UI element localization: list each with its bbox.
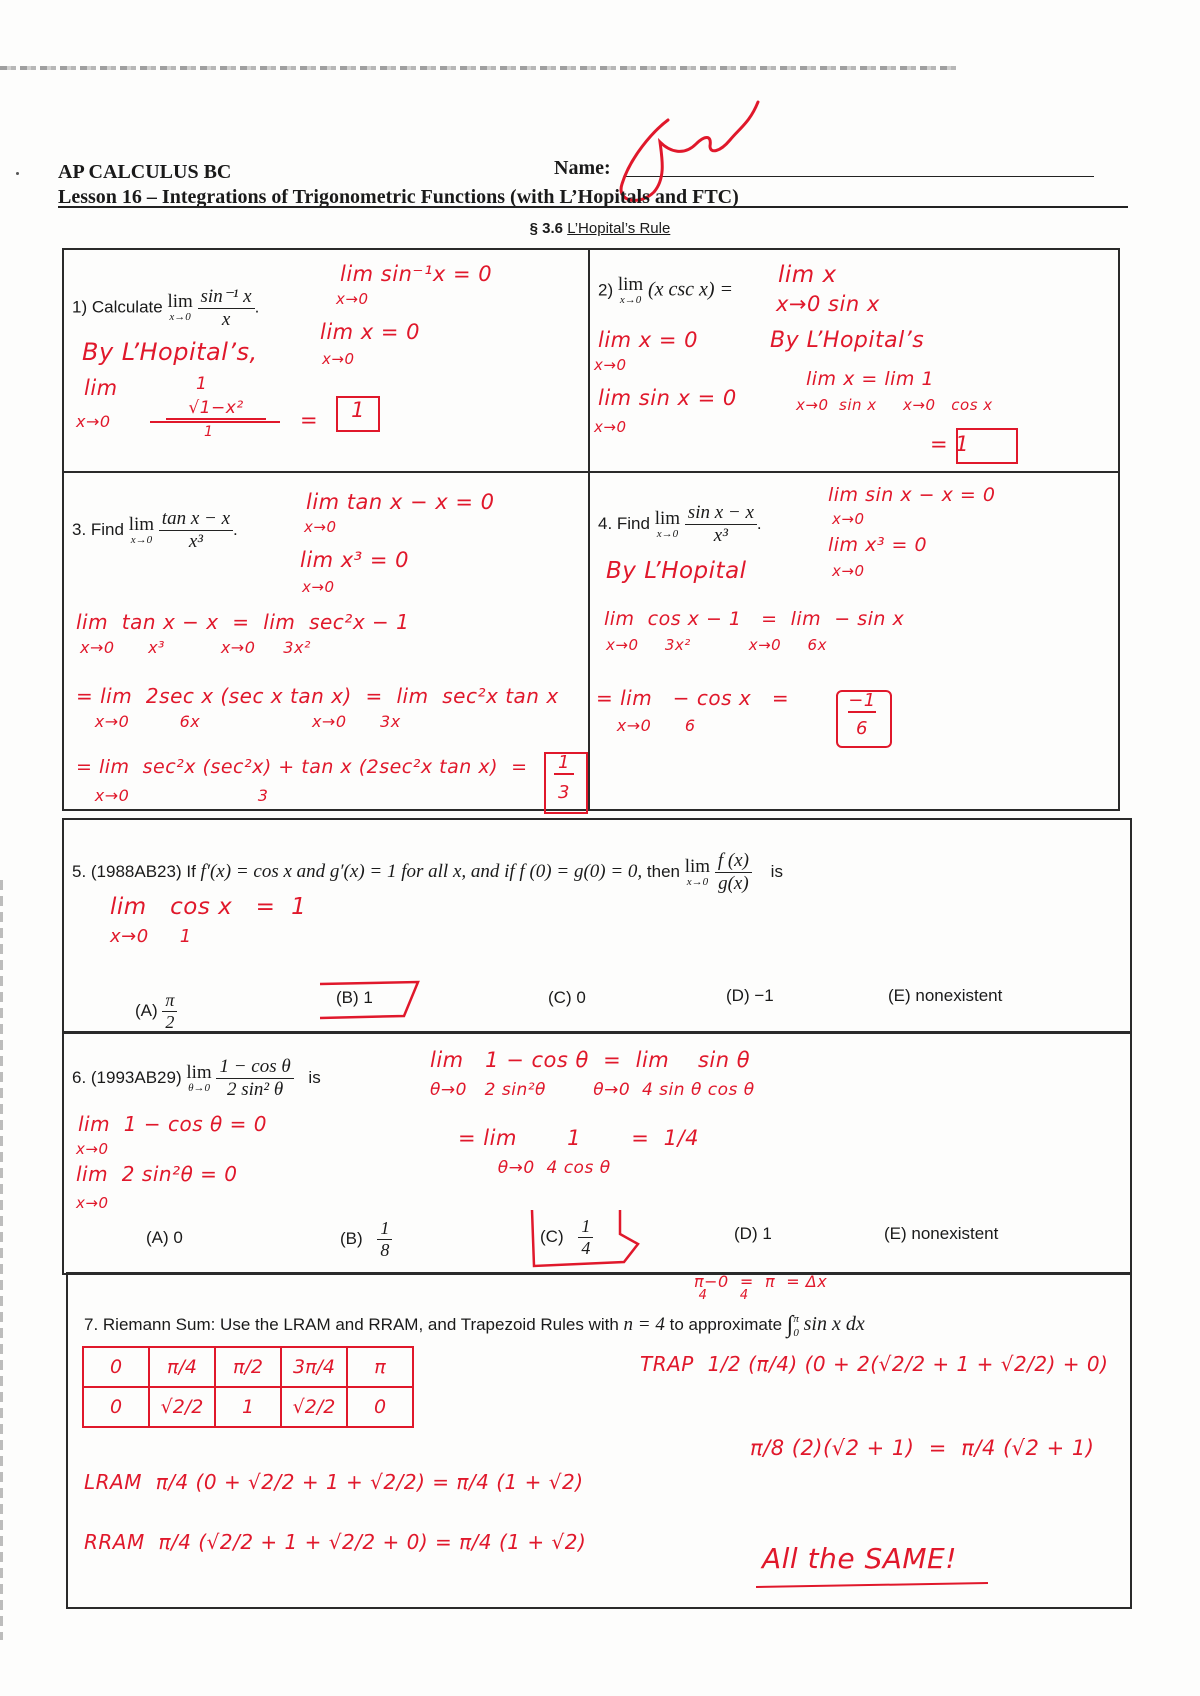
p1-fraction-bar	[150, 421, 280, 423]
p6-choice-c[interactable]: (C) $\frac{1}{4}$	[540, 1216, 593, 1259]
p7-work-lram: LRAM π/4 (0 + √2/2 + 1 + √2/2) = π/4 (1 + √2)	[84, 1470, 584, 1494]
p7-work-rram: RRAM π/4 (√2/2 + 1 + √2/2 + 0) = π/4 (1 + √2)	[84, 1530, 587, 1554]
table-cell: 0	[83, 1387, 149, 1427]
p7-work-trap-result: π/8 (2)(√2 + 1) = π/4 (√2 + 1)	[750, 1436, 1095, 1460]
problem-3-fraction: $\frac{\text{tan x − x}}{\text{x³}}$	[159, 508, 233, 553]
problem-5-limit: lim x→0	[684, 855, 711, 888]
p2-work-8: lim x = lim 1	[806, 368, 935, 390]
problem-3-label: 3. Find	[72, 519, 124, 539]
course-title: AP CALCULUS BC	[58, 161, 232, 183]
table-cell: π/4	[149, 1347, 215, 1387]
problem-1-label: 1) Calculate	[72, 297, 163, 317]
problem-6-label: 6. (1993AB29)	[72, 1067, 182, 1087]
p6-work-6: x→0	[76, 1140, 109, 1158]
riemann-table-x-row	[83, 1347, 413, 1387]
p3-work-9: = lim sec²x (sec²x) + tan x (2sec²x tan x) =	[76, 756, 528, 778]
p1-work-5: By L’Hopital’s,	[82, 338, 258, 366]
problem-5-label: 5. (1988AB23) If	[72, 861, 196, 881]
p4-answer-num: −1	[848, 690, 876, 711]
p6-work-3: = lim 1 = 1/4	[458, 1126, 699, 1150]
p7-work-trap: TRAP 1/2 (π/4) (0 + 2(√2/2 + 1 + √2/2) + 0)	[640, 1352, 1109, 1376]
p4-work-8: = lim − cos x =	[596, 686, 790, 710]
riemann-table	[82, 1346, 414, 1428]
p7-work-dx: π−0 = π = Δx	[694, 1272, 828, 1291]
p2-work-9: x→0 sin x x→0 cos x	[796, 396, 993, 414]
problem-1-limit: lim x→0	[167, 291, 193, 323]
section-number: § 3.6	[529, 220, 564, 237]
problem-7-n: n = 4	[623, 1314, 665, 1335]
problem-7-upper: π	[793, 1312, 799, 1325]
p7-work-conclusion: All the SAME!	[762, 1542, 957, 1575]
problem-5-fraction: $\frac{f (x)}{g(x)}$	[715, 850, 752, 895]
table-cell: 0	[83, 1347, 149, 1387]
p4-work-4: x→0	[832, 562, 865, 580]
p7-work-dx-den: 4 4	[694, 1288, 749, 1303]
riemann-table-y-row	[83, 1387, 413, 1427]
p1-work-10: 1	[204, 424, 214, 440]
section-heading	[0, 220, 1200, 237]
problem-3-limit: lim x→0	[128, 513, 155, 546]
p3-work-6: x→0 x³ x→0 3x²	[80, 638, 311, 657]
p1-answer-box: 1	[336, 396, 380, 432]
problem-6-is: is	[308, 1067, 321, 1087]
p5-choice-c[interactable]: (C) 0	[548, 988, 586, 1007]
p1-work-7: x→0	[76, 412, 111, 431]
problem-7-label: 7. Riemann Sum: Use the LRAM and RRAM, and Trapezoid Rules with	[84, 1315, 619, 1334]
problem-6-fraction: $\frac{\text{1 − cos θ}}{\text{2 sin² θ}}$	[216, 1056, 293, 1101]
problem-7-to: to approximate	[669, 1315, 783, 1334]
p3-work-7: = lim 2sec x (sec x tan x) = lim sec²x tan x	[76, 684, 559, 708]
p6-choice-a[interactable]: (A) 0	[146, 1228, 183, 1247]
p4-work-3: lim x³ = 0	[828, 534, 928, 556]
p2-work-3: lim x = 0	[598, 328, 699, 352]
table-cell: 0	[347, 1387, 413, 1427]
problem-2-question	[598, 276, 733, 306]
problem-4-limit: lim x→0	[654, 507, 681, 540]
p5-answer-circle	[312, 976, 424, 1024]
problem-2-expression: (x csc x) =	[647, 278, 734, 301]
p3-work-1: lim tan x − x = 0	[306, 490, 495, 514]
p1-work-3: lim x = 0	[320, 320, 421, 344]
p5-choice-e[interactable]: (E) nonexistent	[888, 986, 1003, 1005]
problem-5-question	[72, 850, 783, 895]
p5-choice-d[interactable]: (D) −1	[726, 986, 774, 1005]
problem-2-limit: lim x→0	[617, 274, 644, 306]
p6-choice-b[interactable]: (B) $\frac{1}{8}$	[340, 1218, 392, 1261]
problem-7-question	[84, 1310, 865, 1340]
p5-choice-b[interactable]: (B) 1	[336, 988, 373, 1007]
p4-work-5: By L’Hopital	[606, 558, 747, 584]
p6-work-4: θ→0 4 cos θ	[480, 1158, 611, 1178]
table-cell: 1	[215, 1387, 281, 1427]
p2-work-1: lim x	[778, 262, 837, 288]
problem-5-is: is	[770, 861, 783, 881]
p3-answer-num: 1	[554, 752, 574, 775]
p1-work-9: √1−x²	[166, 398, 266, 420]
scan-edge-left	[0, 880, 3, 1640]
problem-7-integrand: sin x dx	[803, 1313, 865, 1335]
p6-work-1: lim 1 − cos θ = lim sin θ	[430, 1048, 751, 1072]
table-cell: √2/2	[281, 1387, 347, 1427]
p5-choice-a[interactable]: (A) $\frac{\pi}{2}$	[135, 990, 177, 1033]
p3-work-8: x→0 6x x→0 3x	[78, 712, 401, 731]
lesson-title: Lesson 16 – Integrations of Trigonometric Functions (with L’Hopitals and FTC)	[58, 186, 739, 208]
p6-work-8: x→0	[76, 1194, 109, 1212]
problem-4-question: 4. Find lim x→0 $\frac{\text{sin x − x}}{\text{x³}}$ .	[598, 502, 762, 546]
p4-work-6: lim cos x − 1 = lim − sin x	[604, 608, 905, 630]
p6-answer-circle	[524, 1204, 642, 1274]
p6-work-5: lim 1 − cos θ = 0	[78, 1112, 267, 1136]
table-cell: π/2	[215, 1347, 281, 1387]
p4-work-7: x→0 3x² x→0 6x	[606, 636, 827, 654]
p3-work-3: lim x³ = 0	[300, 548, 409, 572]
p4-work-9: x→0 6	[600, 716, 696, 735]
p1-work-8: 1	[196, 374, 208, 394]
problem-6-limit: lim θ→0	[186, 1061, 212, 1094]
p4-work-2: x→0	[832, 510, 865, 528]
section-title: L’Hopital’s Rule	[567, 220, 671, 237]
problem-1-question: 1) Calculate lim x→0 $\frac{\text{sin⁻¹ x}}{x}$ .	[72, 286, 260, 330]
problem-6-question	[72, 1056, 321, 1101]
p2-work-4: x→0	[594, 356, 627, 374]
p1-work-1: lim sin⁻¹x = 0	[340, 262, 493, 286]
p3-work-4: x→0	[302, 578, 335, 596]
problem-2-label: 2)	[598, 280, 614, 300]
p6-work-2: θ→0 2 sin²θ θ→0 4 sin θ cos θ	[430, 1080, 755, 1100]
p2-work-5: lim sin x = 0	[598, 386, 737, 410]
p3-work-5: lim tan x − x = lim sec²x − 1	[76, 610, 410, 634]
p3-work-10: x→0 3	[78, 786, 269, 805]
p1-work-6: lim	[84, 376, 118, 400]
table-cell: 3π/4	[281, 1347, 347, 1387]
problem-5-then: then	[646, 861, 680, 881]
problem-5-condition: f′(x) = cos x and g′(x) = 1 for all x, and if f (0) = g(0) = 0,	[200, 860, 643, 882]
p2-work-10: = 1	[930, 432, 970, 456]
problem-4-label: 4. Find	[598, 513, 650, 533]
table-cell: π	[347, 1347, 413, 1387]
problem-3-question: 3. Find lim x→0 $\frac{\text{tan x − x}}{\text{x³}}$ .	[72, 508, 238, 552]
name-label: Name:	[554, 157, 611, 179]
p5-work-2: x→0 1	[110, 926, 192, 947]
problem-1-fraction: $\frac{\text{sin⁻¹ x}}{x}$	[198, 285, 255, 331]
p6-work-7: lim 2 sin²θ = 0	[76, 1162, 238, 1186]
p1-work-2: x→0	[336, 290, 369, 308]
p6-choice-e[interactable]: (E) nonexistent	[884, 1224, 999, 1243]
problem-4-fraction: $\frac{\text{sin x − x}}{\text{x³}}$	[685, 502, 757, 547]
scan-edge-top	[0, 66, 960, 70]
p1-work-4: x→0	[322, 350, 355, 368]
p2-work-2: x→0 sin x	[776, 292, 880, 316]
header-rule	[58, 206, 1128, 208]
p2-answer-box	[956, 428, 1018, 464]
p2-work-6: x→0	[594, 418, 627, 436]
p2-work-7: By L’Hopital’s	[770, 328, 925, 353]
p3-answer-den: 3	[558, 782, 570, 803]
p6-choice-d[interactable]: (D) 1	[734, 1224, 772, 1243]
p4-answer-den: 6	[856, 718, 868, 739]
p3-work-2: x→0	[304, 518, 337, 536]
table-cell: √2/2	[149, 1387, 215, 1427]
problem-7-lower: 0	[793, 1326, 799, 1339]
problem-7-integral-sign: ∫	[786, 1312, 794, 1338]
p5-work-1: lim cos x = 1	[110, 894, 307, 920]
p1-work-11: =	[300, 408, 319, 432]
p4-work-1: lim sin x − x = 0	[828, 484, 996, 506]
scan-dot	[16, 172, 19, 175]
